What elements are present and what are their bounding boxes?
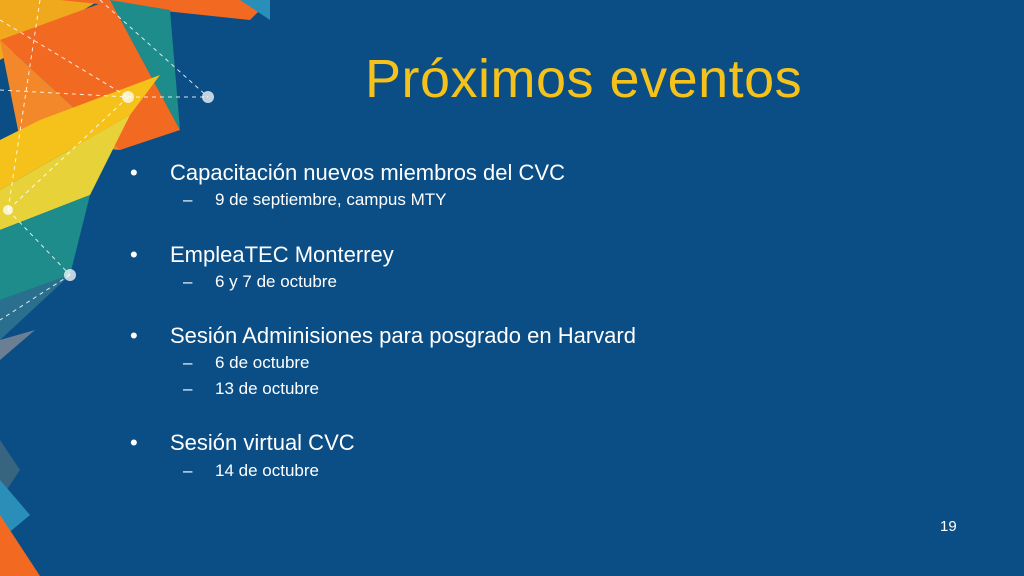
list-item: Sesión Adminisiones para posgrado en Harvard xyxy=(170,323,636,348)
bullet-icon: • xyxy=(130,160,138,185)
bullet-icon: • xyxy=(130,242,138,267)
list-item: EmpleaTEC Monterrey xyxy=(170,242,394,267)
sub-item: 9 de septiembre, campus MTY xyxy=(215,190,447,209)
list-item: Capacitación nuevos miembros del CVC xyxy=(170,160,565,185)
sub-item: 6 y 7 de octubre xyxy=(215,272,337,291)
dash-icon: – xyxy=(183,272,193,291)
slide-title: Próximos eventos xyxy=(365,49,803,109)
sub-item: 13 de octubre xyxy=(215,379,319,398)
sub-item: 6 de octubre xyxy=(215,353,310,372)
sub-item: 14 de octubre xyxy=(215,461,319,480)
bullet-icon: • xyxy=(130,323,138,348)
dash-icon: – xyxy=(183,461,193,480)
list-item: Sesión virtual CVC xyxy=(170,430,355,455)
dash-icon: – xyxy=(183,190,193,209)
dash-icon: – xyxy=(183,379,193,398)
dash-icon: – xyxy=(183,353,193,372)
page-number: 19 xyxy=(940,518,957,535)
bullet-icon: • xyxy=(130,430,138,455)
